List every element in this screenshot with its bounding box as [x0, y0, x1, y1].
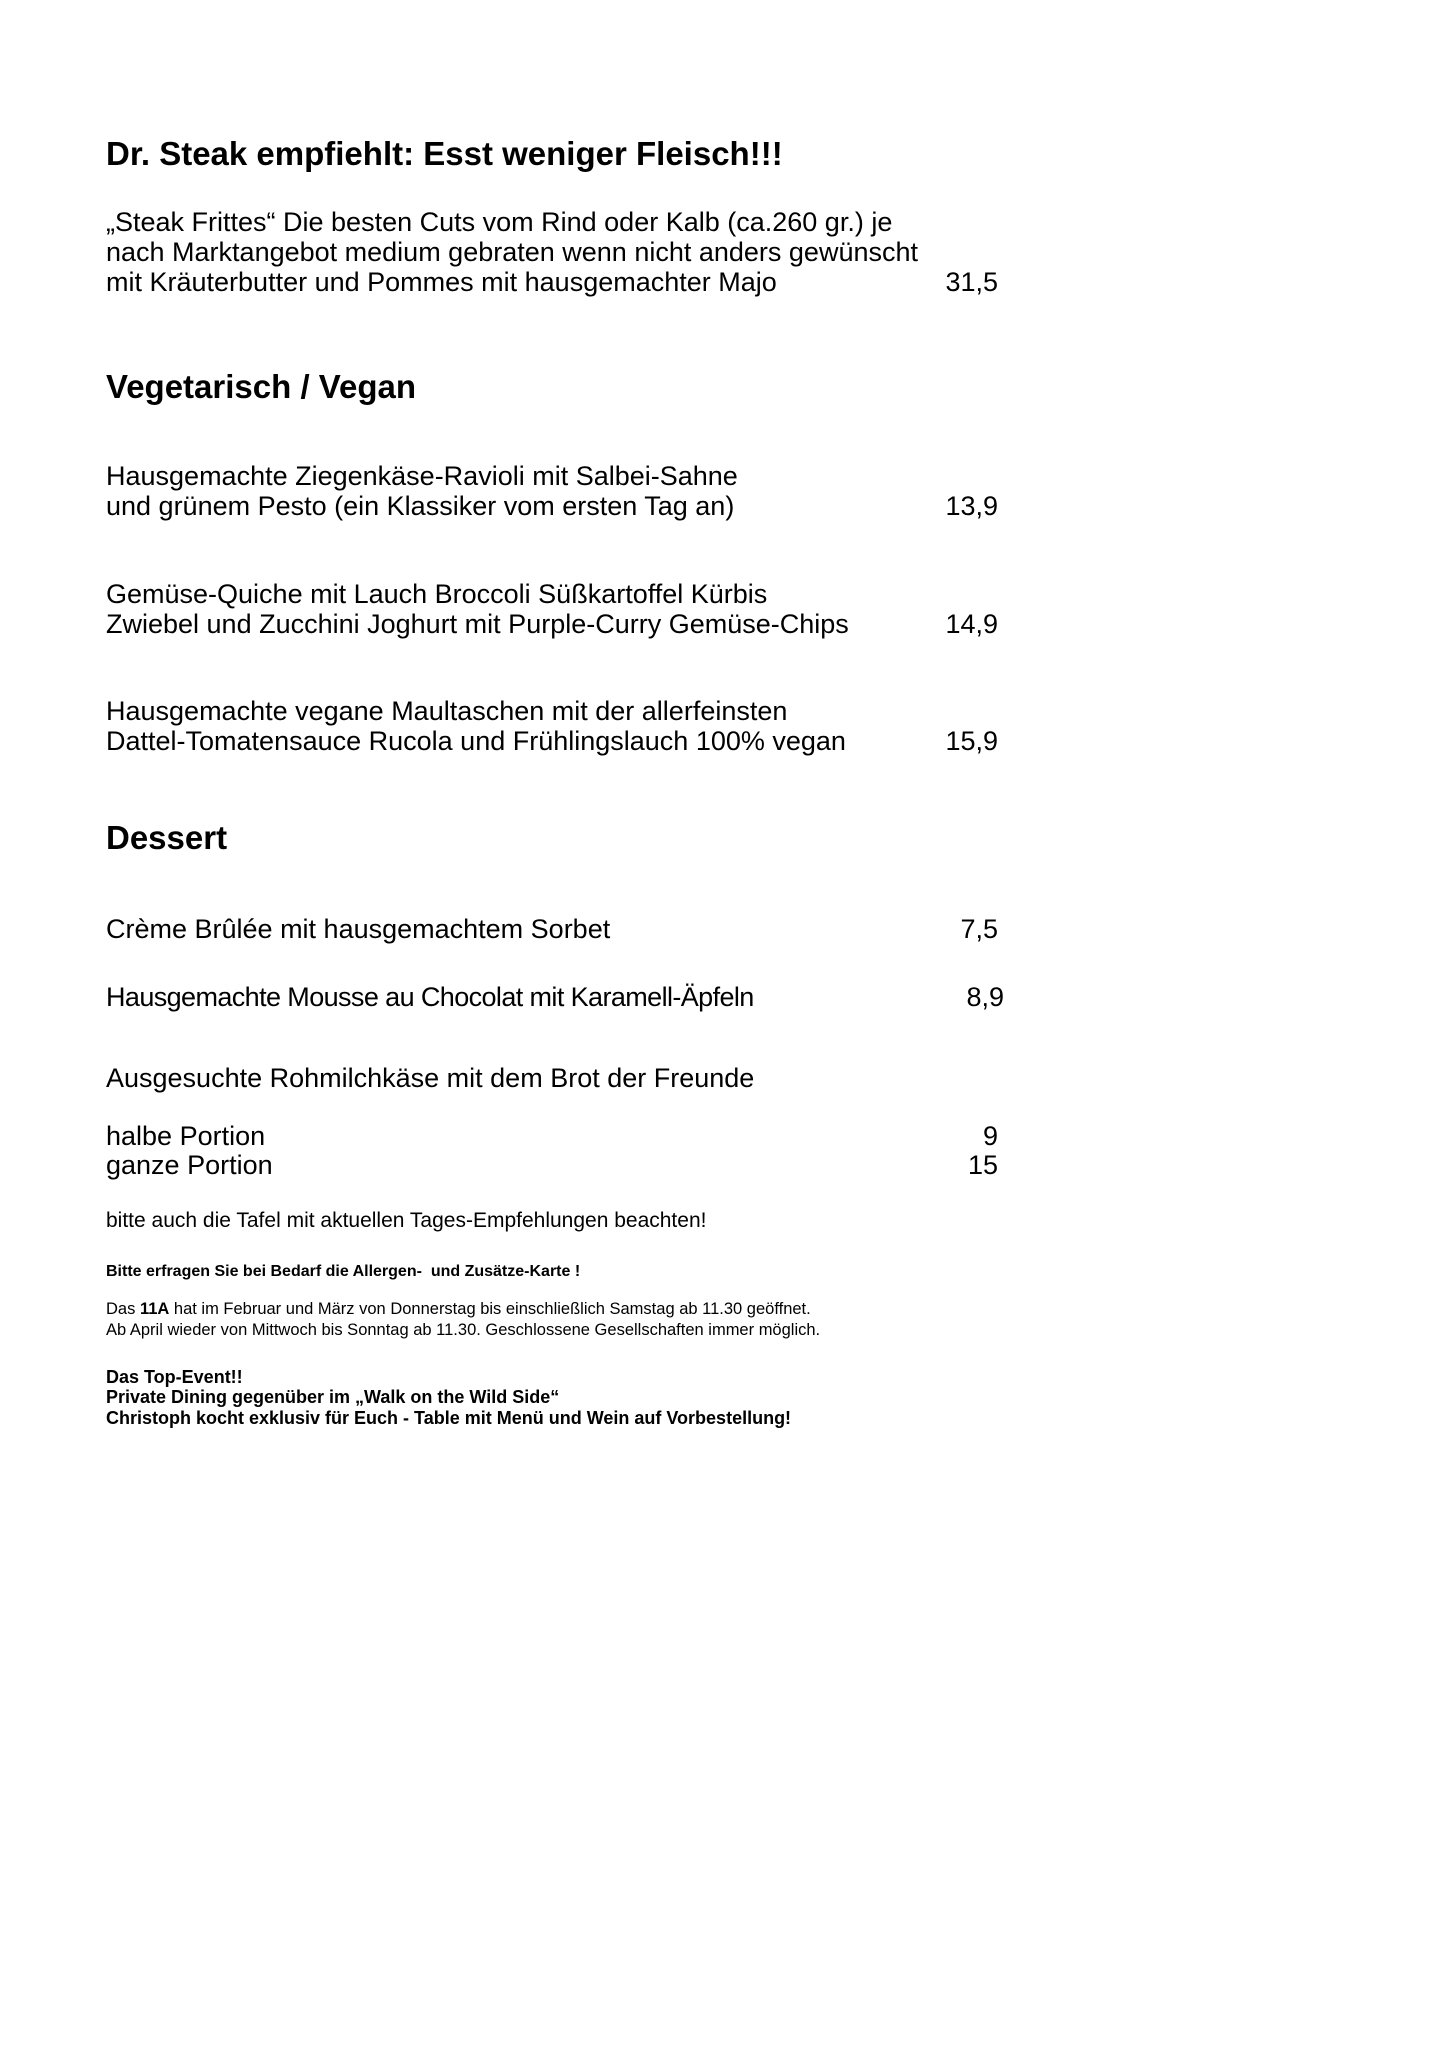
hours-rest: hat im Februar und März von Donnerstag bis einschließlich Samstag ab 11.30 geöffnet. [173, 1300, 811, 1318]
cheese-half-price: 9 [982, 1121, 998, 1151]
dessert-item-1-name: Crème Brûlée mit hausgemachtem Sorbet [106, 914, 611, 944]
event-line-1: Private Dining gegenüber im „Walk on the Wild Side“ [106, 1387, 560, 1407]
veg-item-2-price: 14,9 [945, 609, 998, 639]
vegetarian-heading: Vegetarisch / Vegan [106, 368, 416, 405]
tafel-note: bitte auch die Tafel mit aktuellen Tages-Empfehlungen beachten! [106, 1209, 707, 1232]
allergen-note: Bitte erfragen Sie bei Bedarf die Allergen- und Zusätze-Karte ! [106, 1263, 581, 1280]
cheese-half-label: halbe Portion [106, 1121, 266, 1151]
veg-item-1-price: 13,9 [945, 491, 998, 521]
veg-item-3-price: 15,9 [945, 726, 998, 756]
veg-item-3-line-1: Hausgemachte vegane Maultaschen mit der allerfeinsten [106, 696, 788, 726]
steak-heading: Dr. Steak empfiehlt: Esst weniger Fleisch!!! [106, 135, 783, 172]
steak-desc-line-2: nach Marktangebot medium gebraten wenn nicht anders gewünscht [106, 237, 918, 267]
steak-desc-line-1: „Steak Frittes“ Die besten Cuts vom Rind oder Kalb (ca.260 gr.) je [106, 207, 893, 237]
steak-price: 31,5 [945, 267, 998, 297]
opening-hours-line-1 [106, 1299, 811, 1319]
cheese-full-price: 15 [967, 1150, 998, 1180]
steak-desc-line-3: mit Kräuterbutter und Pommes mit hausgemachter Majo [106, 267, 777, 297]
cheese-full-label: ganze Portion [106, 1150, 273, 1180]
dessert-item-1-price: 7,5 [960, 914, 998, 944]
dessert-item-2-price: 8,9 [966, 982, 1004, 1012]
hours-prefix: Das [106, 1300, 136, 1318]
veg-item-2-line-1: Gemüse-Quiche mit Lauch Broccoli Süßkartoffel Kürbis [106, 579, 768, 609]
opening-hours-line-2: Ab April wieder von Mittwoch bis Sonntag ab 11.30. Geschlossene Gesellschaften immer möglich. [106, 1321, 821, 1339]
veg-item-3-line-2: Dattel-Tomatensauce Rucola und Frühlingslauch 100% vegan [106, 726, 846, 756]
veg-item-1-line-2: und grünem Pesto (ein Klassiker vom ersten Tag an) [106, 491, 735, 521]
event-line-2: Christoph kocht exklusiv für Euch - Table mit Menü und Wein auf Vorbestellung! [106, 1408, 792, 1428]
restaurant-name: 11A [139, 1300, 170, 1318]
veg-item-2-line-2: Zwiebel und Zucchini Joghurt mit Purple-Curry Gemüse-Chips [106, 609, 849, 639]
event-title: Das Top-Event!! [106, 1367, 243, 1387]
cheese-name: Ausgesuchte Rohmilchkäse mit dem Brot der Freunde [106, 1063, 755, 1093]
veg-item-1-line-1: Hausgemachte Ziegenkäse-Ravioli mit Salbei-Sahne [106, 461, 738, 491]
dessert-heading: Dessert [106, 819, 228, 856]
dessert-item-2-name: Hausgemachte Mousse au Chocolat mit Karamell-Äpfeln [106, 982, 754, 1012]
